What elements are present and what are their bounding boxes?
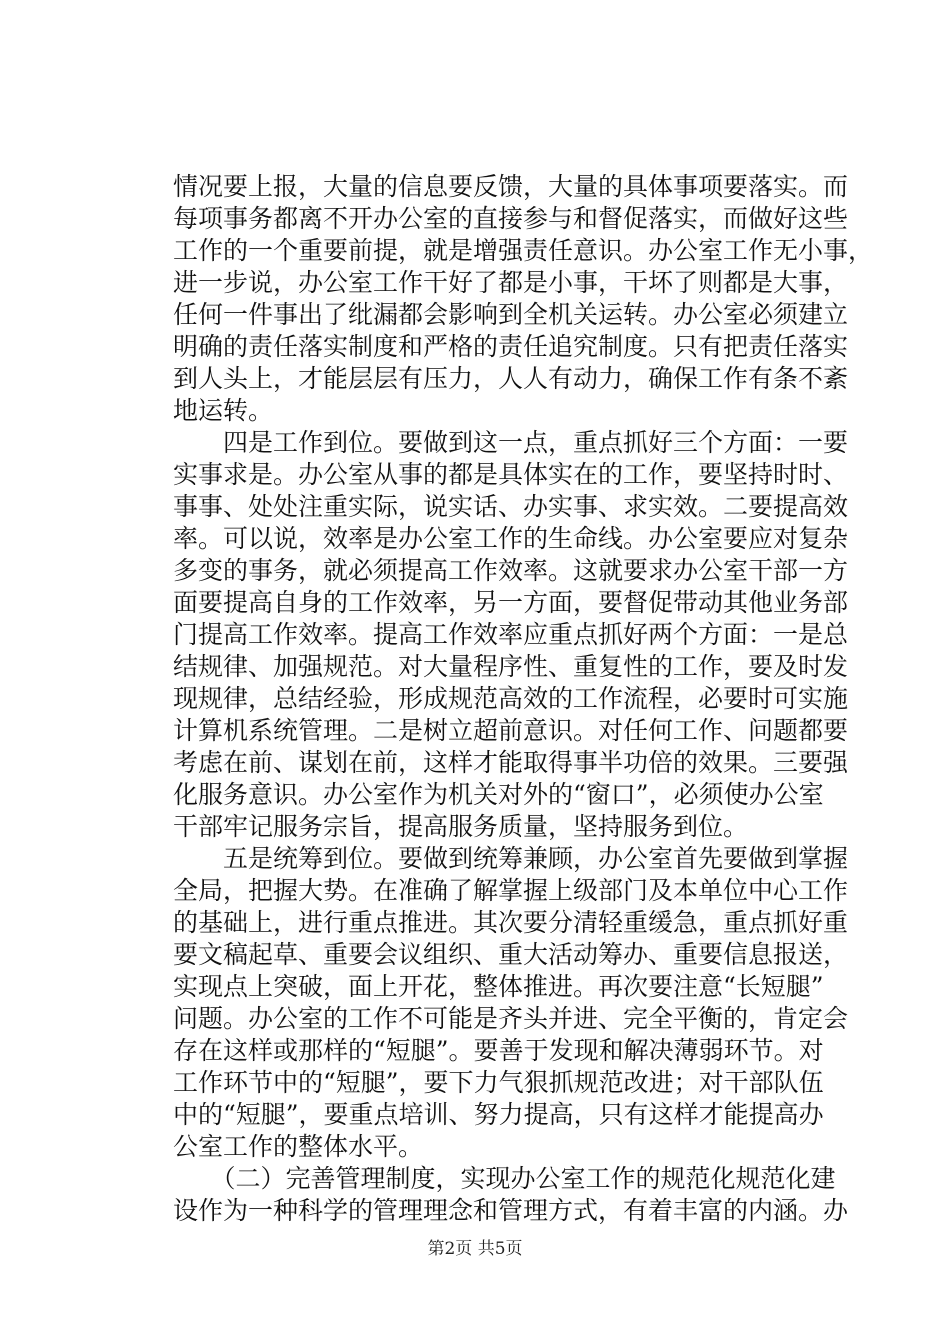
text-line: 要文稿起草、重要会议组织、重大活动筹办、重要信息报送， (173, 940, 849, 969)
text-line: 多变的事务，就必须提高工作效率。这就要求办公室干部一方 (173, 556, 849, 585)
text-line: 公室工作的整体水平。 (173, 1132, 424, 1161)
text-line: 全局，把握大势。在准确了解掌握上级部门及本单位中心工作 (173, 876, 849, 905)
text-line: 明确的责任落实制度和严格的责任追究制度。只有把责任落实 (173, 332, 849, 361)
body-text (173, 171, 874, 1227)
text-line: 化服务意识。办公室作为机关对外的“窗口”，必须使办公室 (173, 780, 824, 809)
text-line: 率。可以说，效率是办公室工作的生命线。办公室要应对复杂 (173, 524, 849, 553)
text-line: 存在这样或那样的“短腿”。要善于发现和解决薄弱环节。对 (173, 1036, 824, 1065)
text-line: 的基础上，进行重点推进。其次要分清轻重缓急，重点抓好重 (173, 908, 849, 937)
text-line: 进一步说，办公室工作干好了都是小事，干坏了则都是大事， (173, 268, 849, 297)
text-line: 计算机系统管理。二是树立超前意识。对任何工作、问题都要 (173, 716, 849, 745)
text-line: 干部牢记服务宗旨，提高服务质量，坚持服务到位。 (173, 812, 749, 841)
text-line: 现规律，总结经验，形成规范高效的工作流程，必要时可实施 (173, 684, 849, 713)
text-line: 情况要上报，大量的信息要反馈，大量的具体事项要落实。而 (173, 172, 849, 201)
text-line: 结规律、加强规范。对大量程序性、重复性的工作，要及时发 (173, 652, 849, 681)
text-line: 每项事务都离不开办公室的直接参与和督促落实，而做好这些 (173, 204, 849, 233)
text-line: 到人头上，才能层层有压力，人人有动力，确保工作有条不紊 (173, 364, 849, 393)
text-line: 实事求是。办公室从事的都是具体实在的工作，要坚持时时、 (173, 460, 849, 489)
text-line: 面要提高自身的工作效率，另一方面，要督促带动其他业务部 (173, 588, 849, 617)
text-line: 中的“短腿”，要重点培训、努力提高，只有这样才能提高办 (173, 1100, 824, 1129)
text-line: （二）完善管理制度，实现办公室工作的规范化规范化建 (173, 1164, 836, 1193)
page-footer: 第2页 共5页 (427, 1239, 523, 1259)
text-line: 地运转。 (173, 396, 274, 425)
text-line: 门提高工作效率。提高工作效率应重点抓好两个方面：一是总 (173, 620, 849, 649)
text-line: 设作为一种科学的管理理念和管理方式，有着丰富的内涵。办 (173, 1196, 849, 1225)
text-line: 工作环节中的“短腿”，要下力气狠抓规范改进；对干部队伍 (173, 1068, 824, 1097)
text-line: 问题。办公室的工作不可能是齐头并进、完全平衡的，肯定会 (173, 1004, 849, 1033)
text-line: 实现点上突破，面上开花，整体推进。再次要注意“长短腿” (173, 972, 824, 1001)
text-line: 考虑在前、谋划在前，这样才能取得事半功倍的效果。三要强 (173, 748, 849, 777)
text-line: 事事、处处注重实际，说实话、办实事、求实效。二要提高效 (173, 492, 849, 521)
text-line: 工作的一个重要前提，就是增强责任意识。办公室工作无小事， (173, 236, 874, 265)
text-line: 五是统筹到位。要做到统筹兼顾，办公室首先要做到掌握 (173, 844, 849, 873)
text-line: 四是工作到位。要做到这一点，重点抓好三个方面：一要 (173, 428, 849, 457)
text-line: 任何一件事出了纰漏都会影响到全机关运转。办公室必须建立 (173, 300, 849, 329)
